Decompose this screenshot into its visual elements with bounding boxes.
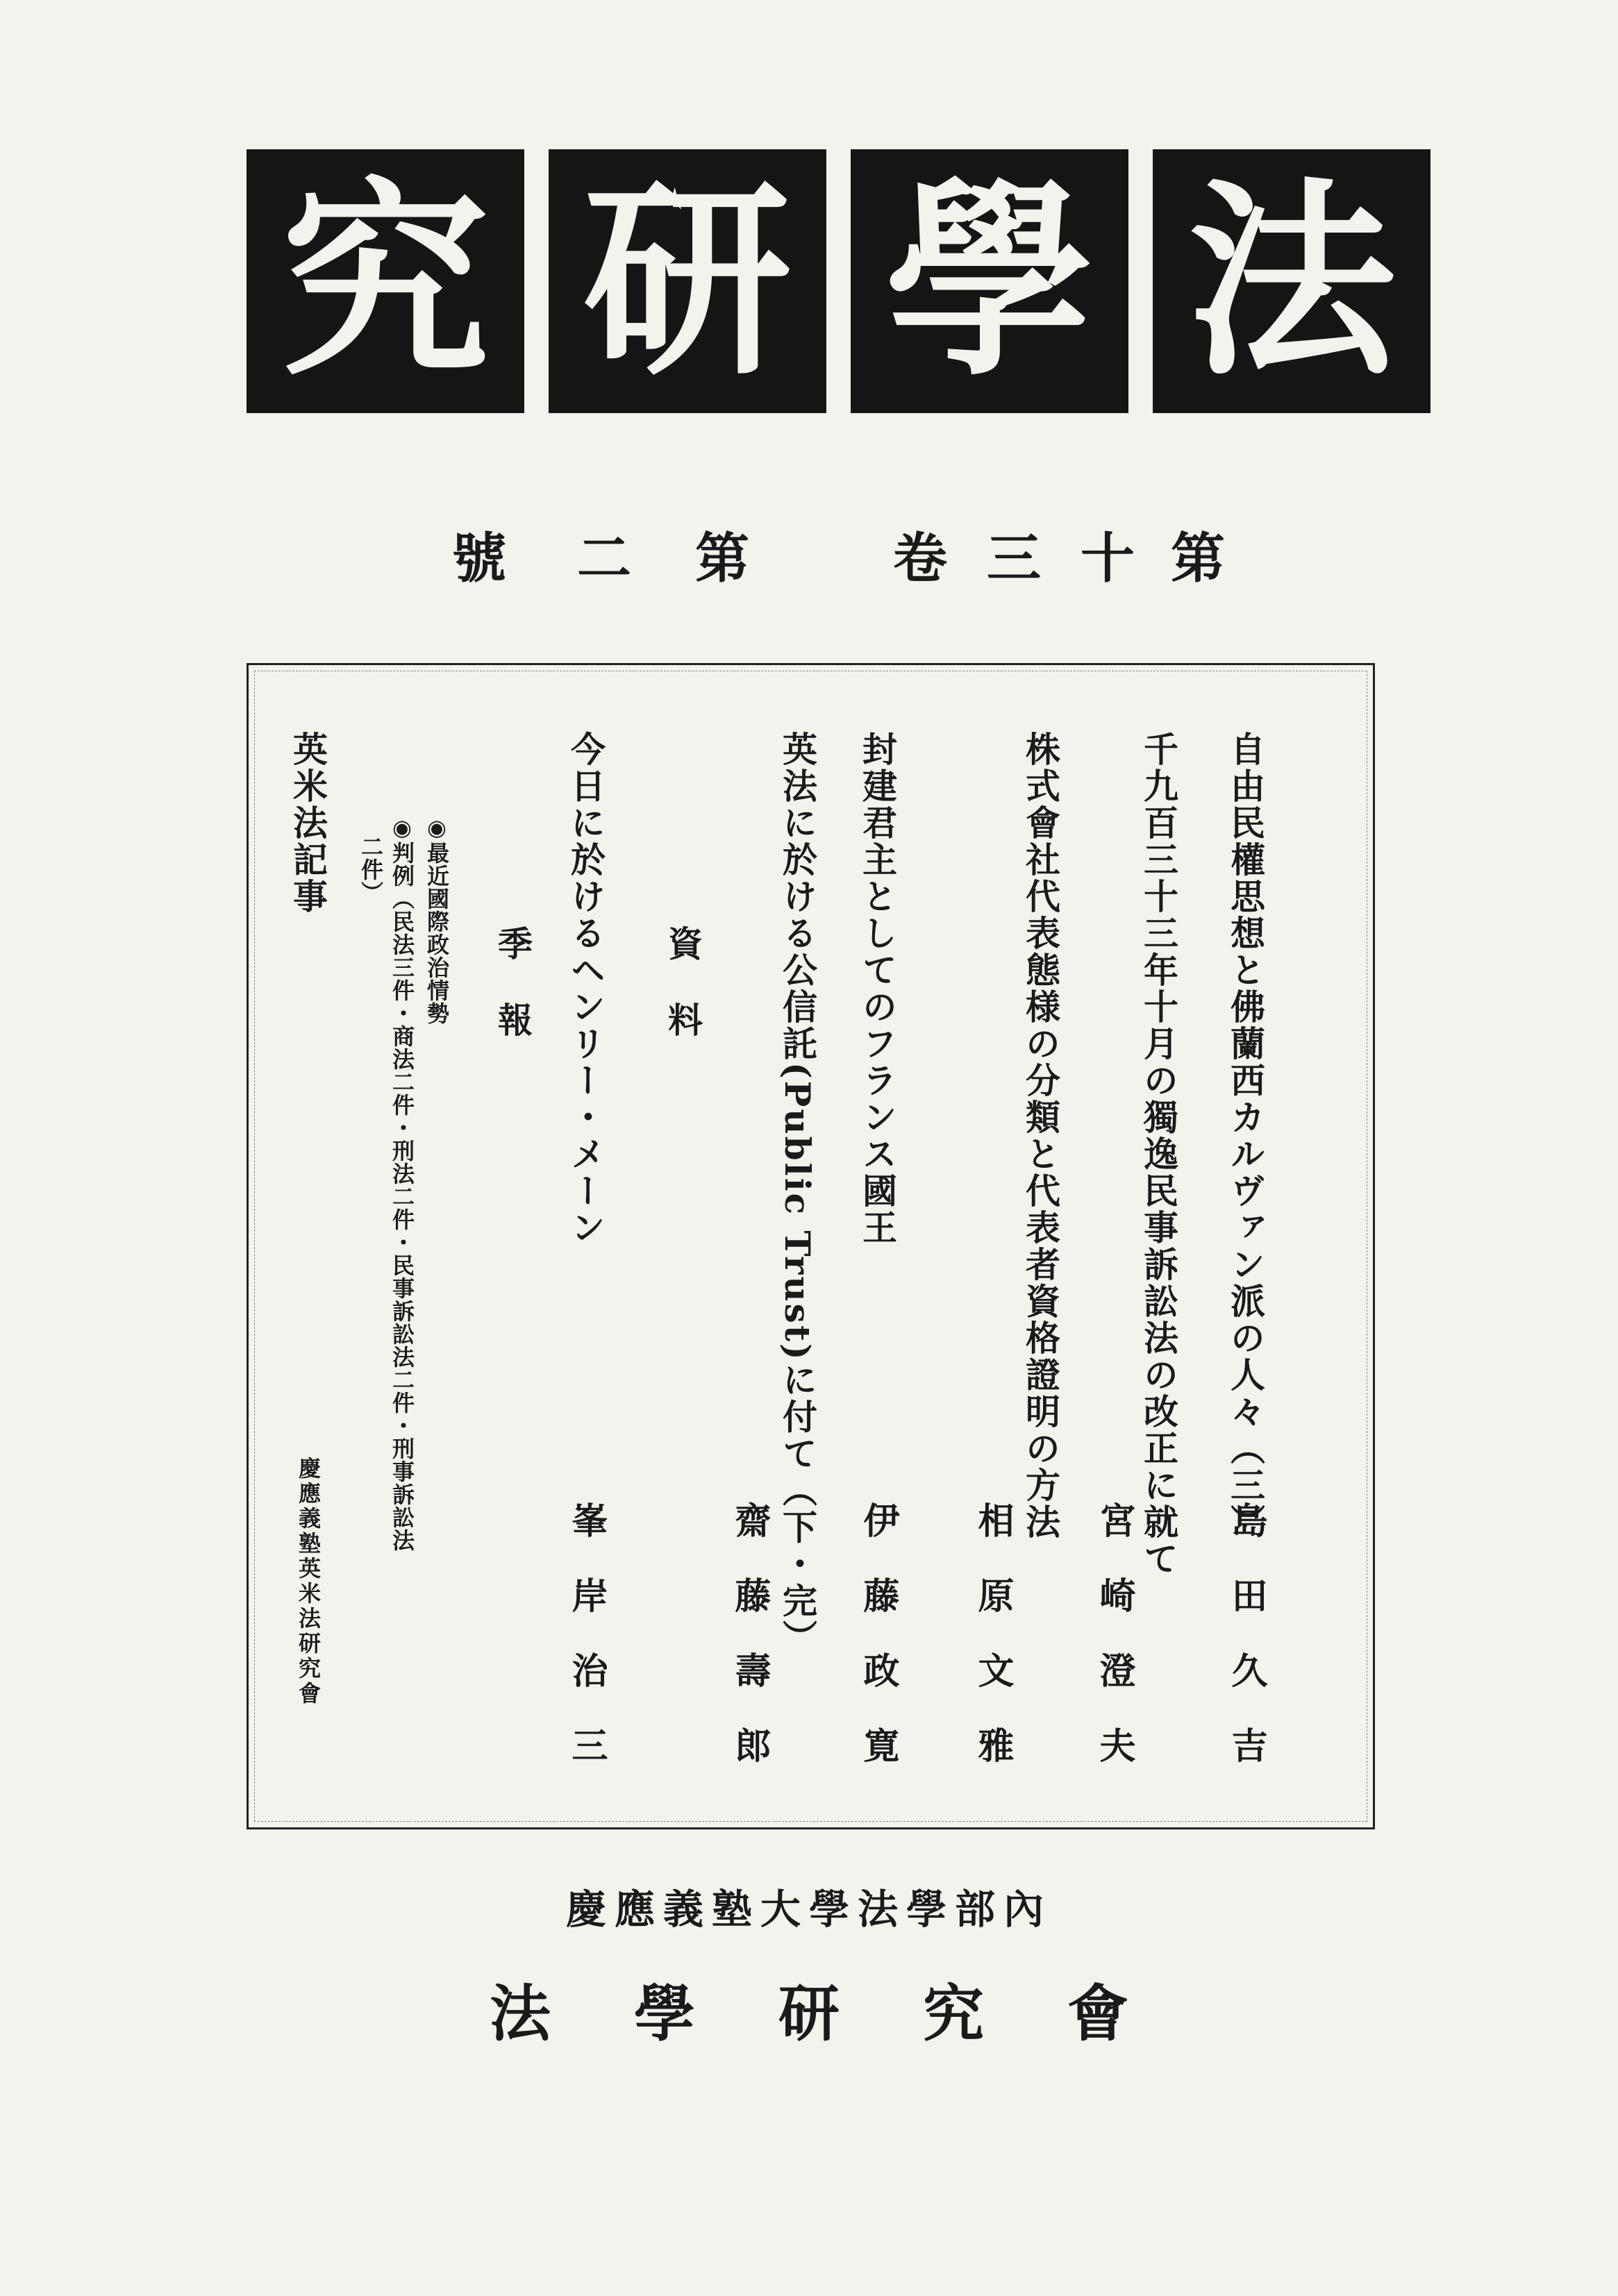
article-title: 英法に於ける公信託(Public Trust)に付て（下・完） (777, 731, 818, 1657)
article-author: 齋藤壽郎 (728, 1502, 771, 1802)
article-title: 株式會社代表態様の分類と代表者資格證明の方法 (1020, 731, 1061, 1541)
article-title: 千九百三十三年十月の獨逸民事訴訟法の改正に就て (1138, 731, 1179, 1577)
volume-char: 二 (576, 527, 631, 590)
masthead-block-3 (549, 149, 826, 413)
eibei-title: 英米法記事 (287, 731, 328, 915)
material-title: 今日に於けるヘンリー・メーン (565, 731, 606, 1246)
quarterly-item: ◉判例（民法三件・商法二件・刑法二件・民事訴訟法二件・刑事訴訟法 (389, 814, 415, 1552)
section-heading-materials: 資料 (662, 925, 703, 1078)
article-author: 島田久吉 (1225, 1502, 1267, 1802)
article-author: 宮崎澄夫 (1093, 1502, 1135, 1802)
masthead-char: 法 (1187, 158, 1396, 403)
masthead-char: 研 (583, 158, 792, 403)
publisher-affiliation: 慶應義塾大學法學部內 (565, 1886, 1052, 1933)
volume-char: 十 (1080, 527, 1135, 590)
article-title: 封建君主としてのフランス國王 (857, 731, 898, 1246)
publisher-name: 法學研究會 (489, 1977, 1212, 2050)
article-author: 相原文雅 (971, 1502, 1014, 1802)
volume-char: 卷 (892, 527, 947, 590)
quarterly-item: 二件） (358, 835, 384, 904)
masthead-block-4 (247, 149, 524, 413)
table-of-contents (247, 663, 1375, 1829)
masthead-block-1 (1153, 149, 1431, 413)
material-author: 峯岸治三 (565, 1502, 608, 1802)
masthead-char: 究 (281, 158, 490, 403)
quarterly-item: ◉最近國際政治情勢 (424, 814, 450, 1025)
eibei-author: 慶應義塾英米法研究會 (295, 1457, 322, 1707)
volume-char: 號 (451, 527, 506, 590)
section-heading-quarterly: 季報 (492, 925, 533, 1078)
masthead-char: 學 (885, 158, 1094, 403)
article-title: 自由民權思想と佛蘭西カルヴァン派の人々（三） (1225, 731, 1266, 1541)
masthead-block-2 (851, 149, 1128, 413)
article-author: 伊藤政寛 (857, 1502, 899, 1802)
volume-char: 第 (694, 527, 749, 590)
volume-char: 三 (986, 527, 1041, 590)
volume-char: 第 (1170, 527, 1225, 590)
volume-issue-line (0, 524, 1618, 594)
